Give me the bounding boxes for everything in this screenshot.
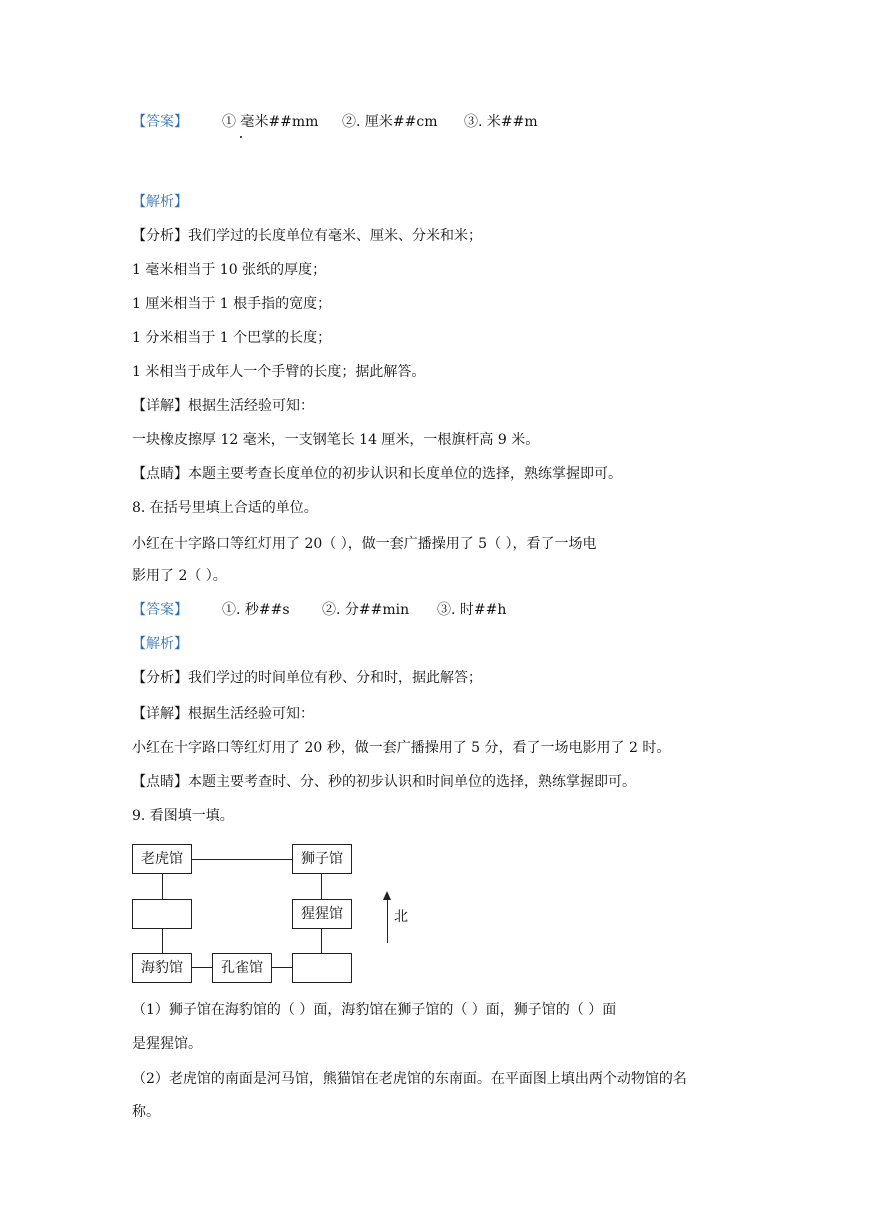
question-body: 小红在十字路口等红灯用了 20（ ），做一套广播操用了 5（ ），看了一场电 [132, 536, 597, 552]
answer-tag: 【答案】 [132, 114, 188, 130]
question-title: 8. 在括号里填上合适的单位。 [132, 500, 318, 516]
answer-item-2: ②. 分##min [322, 602, 410, 618]
detail-line: 一块橡皮擦厚 12 毫米，一支钢笔长 14 厘米，一根旗杆高 9 米。 [132, 432, 540, 448]
remark-line: 【点睛】本题主要考查长度单位的初步认识和长度单位的选择，熟练掌握即可。 [132, 466, 622, 482]
map-path [272, 967, 292, 968]
analysis-line: 1 分米相当于 1 个巴掌的长度； [132, 330, 332, 346]
empty-box-left [132, 899, 192, 929]
analysis-line: 1 米相当于成年人一个手臂的长度；据此解答。 [132, 364, 426, 380]
answer-tag: 【答案】 [132, 602, 188, 618]
analysis-tag: 【解析】 [132, 194, 188, 210]
peacock-house: 孔雀馆 [212, 953, 272, 983]
question-body: 影用了 2（ ）。 [132, 568, 227, 584]
zoo-map [132, 840, 412, 985]
answer-item-1: ①. 秒##s [222, 602, 290, 618]
orangutan-house: 猩猩馆 [292, 899, 352, 929]
north-label: 北 [394, 909, 408, 925]
detail-line: 【详解】根据生活经验可知： [132, 398, 314, 414]
analysis-tag: 【解析】 [132, 636, 188, 652]
north-arrow-shaft [387, 898, 388, 943]
answer-item-2: ②. 厘米##cm [342, 114, 438, 130]
sub-question-1: 是猩猩馆。 [132, 1036, 202, 1052]
lion-house: 狮子馆 [292, 844, 352, 874]
analysis-line: 【分析】我们学过的时间单位有秒、分和时，据此解答； [132, 670, 482, 686]
tiger-house: 老虎馆 [132, 844, 192, 874]
dot-mark [240, 136, 242, 138]
map-path [162, 874, 163, 900]
map-path [321, 874, 322, 900]
map-path [192, 967, 213, 968]
map-path [192, 859, 292, 860]
map-path [321, 928, 322, 955]
map-path [162, 928, 163, 955]
answer-item-1: ① 毫米##mm [222, 114, 319, 130]
detail-line: 小红在十字路口等红灯用了 20 秒，做一套广播操用了 5 分，看了一场电影用了 2 时。 [132, 740, 671, 756]
empty-box-bottom [292, 953, 352, 983]
remark-line: 【点睛】本题主要考查时、分、秒的初步认识和时间单位的选择，熟练掌握即可。 [132, 774, 636, 790]
sub-question-2: 称。 [132, 1104, 160, 1120]
answer-item-3: ③. 时##h [437, 602, 507, 618]
leopard-house: 海豹馆 [132, 953, 192, 983]
answer-item-3: ③. 米##m [464, 114, 538, 130]
detail-line: 【详解】根据生活经验可知： [132, 706, 314, 722]
analysis-line: 1 厘米相当于 1 根手指的宽度； [132, 296, 332, 312]
analysis-line: 【分析】我们学过的长度单位有毫米、厘米、分米和米； [132, 228, 482, 244]
analysis-line: 1 毫米相当于 10 张纸的厚度； [132, 262, 327, 278]
question-title: 9. 看图填一填。 [132, 808, 234, 824]
sub-question-2: （2）老虎馆的南面是河马馆，熊猫馆在老虎馆的东南面。在平面图上填出两个动物馆的名 [132, 1071, 687, 1087]
sub-question-1: （1）狮子馆在海豹馆的（ ）面，海豹馆在狮子馆的（ ）面，狮子馆的（ ）面 [132, 1002, 617, 1018]
